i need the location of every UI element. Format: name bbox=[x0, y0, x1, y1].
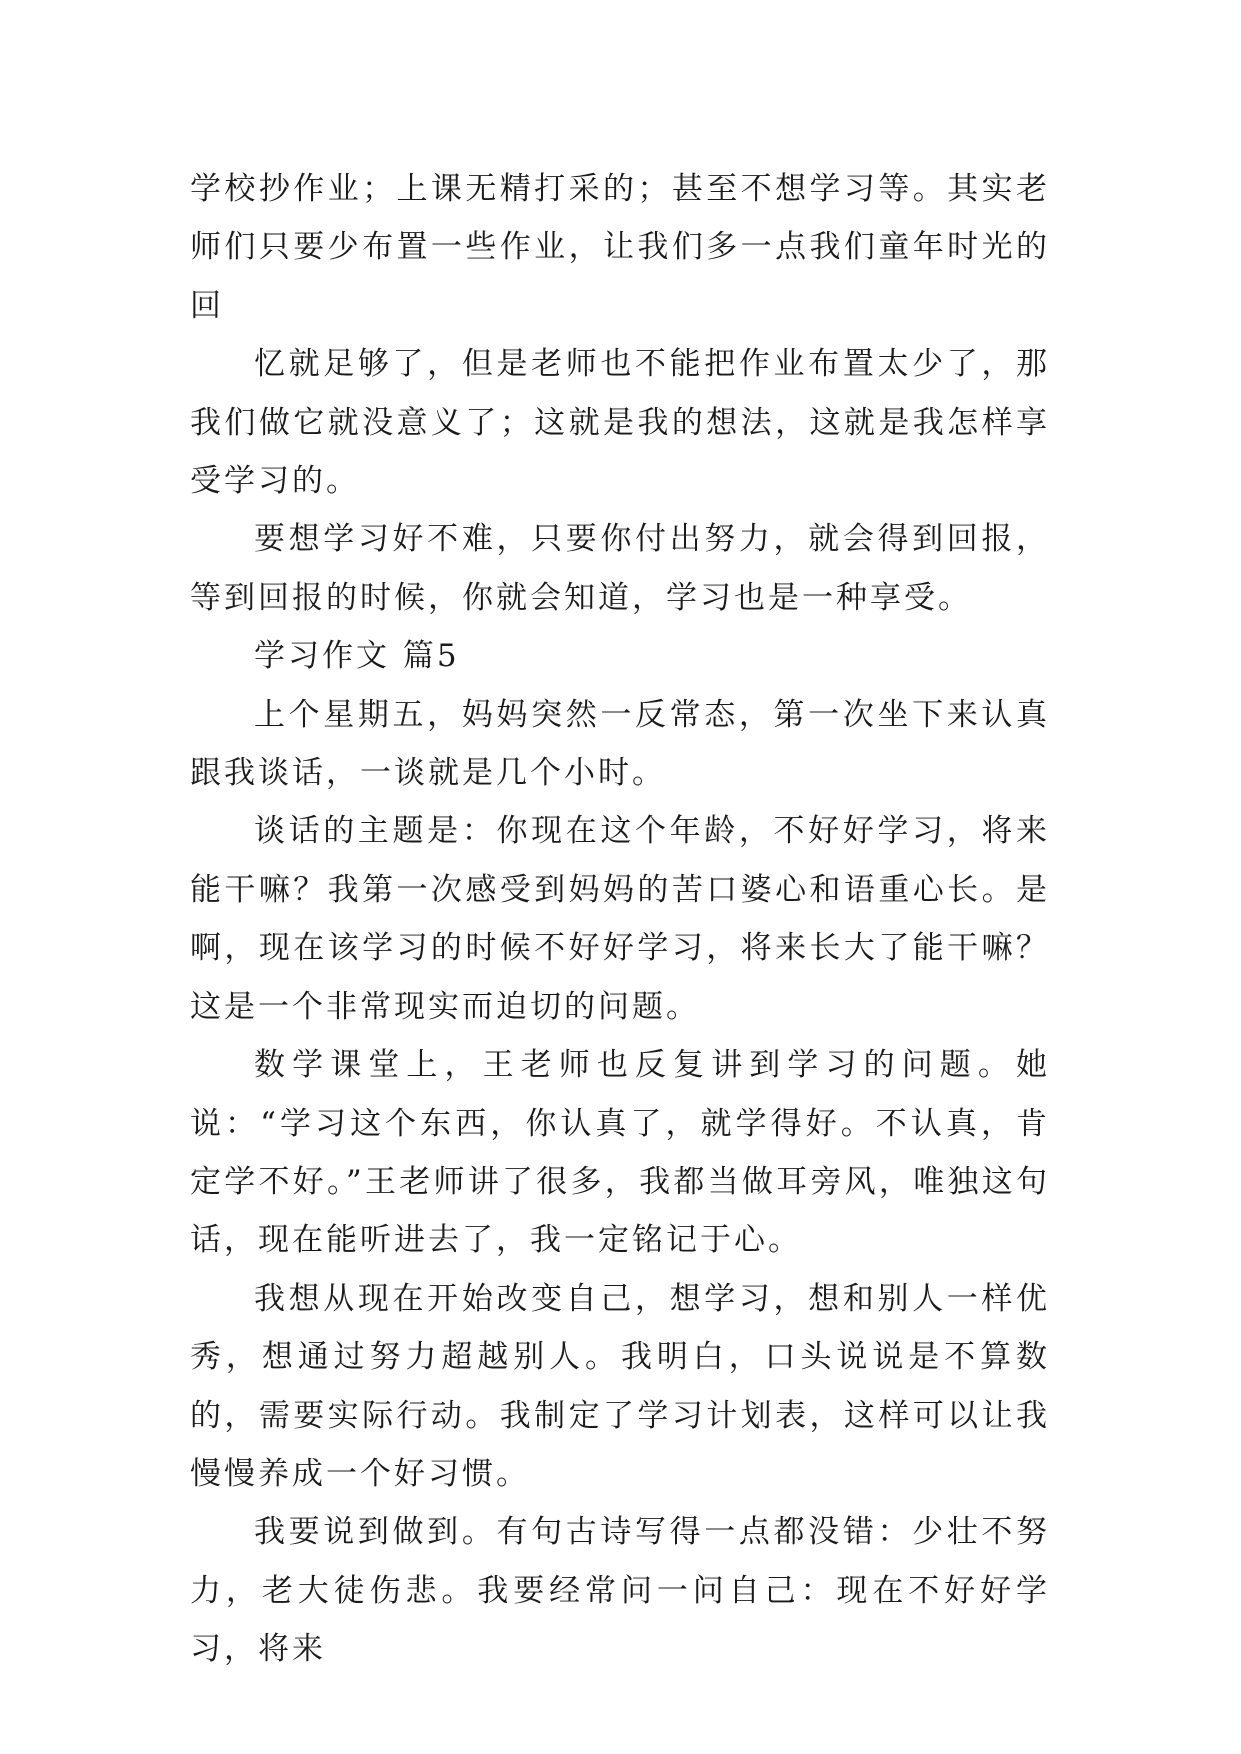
paragraph: 忆就足够了，但是老师也不能把作业布置太少了，那我们做它就没意义了；这就是我的想法，这就是我怎样享受学习的。 bbox=[190, 346, 1050, 500]
paragraph: 上个星期五，妈妈突然一反常态，第一次坐下来认真跟我谈话，一谈就是几个小时。 bbox=[190, 696, 1050, 792]
paragraph-continued: 学校抄作业；上课无精打采的；甚至不想学习等。其实老师们只要少布置一些作业，让我们多一点我们童年时光的回 bbox=[190, 171, 1050, 324]
paragraph: 要想学习好不难，只要你付出努力，就会得到回报，等到回报的时候，你就会知道，学习也是一种享受。 bbox=[190, 521, 1050, 616]
document-body bbox=[190, 160, 1050, 1679]
section-heading: 学习作文 篇5 bbox=[254, 638, 460, 675]
paragraph: 我要说到做到。有句古诗写得一点都没错：少壮不努力，老大徒伤悲。我要经常问一问自己：现在不好好学习，将来 bbox=[190, 1514, 1050, 1668]
paragraph: 我想从现在开始改变自己，想学习，想和别人一样优秀，想通过努力超越别人。我明白，口头说说是不算数的，需要实际行动。我制定了学习计划表，这样可以让我慢慢养成一个好习惯。 bbox=[190, 1280, 1050, 1492]
paragraph: 谈话的主题是：你现在这个年龄，不好好学习，将来能干嘛？我第一次感受到妈妈的苦口婆心和语重心长。是啊，现在该学习的时候不好好学习，将来长大了能干嘛？这是一个非常现实而迫切的问题。 bbox=[190, 813, 1050, 1025]
paragraph: 数学课堂上，王老师也反复讲到学习的问题。她说：“学习这个东西，你认真了，就学得好。不认真，肯定学不好。”王老师讲了很多，我都当做耳旁风，唯独这句话，现在能听进去了，我一定铭记于心。 bbox=[190, 1047, 1050, 1259]
